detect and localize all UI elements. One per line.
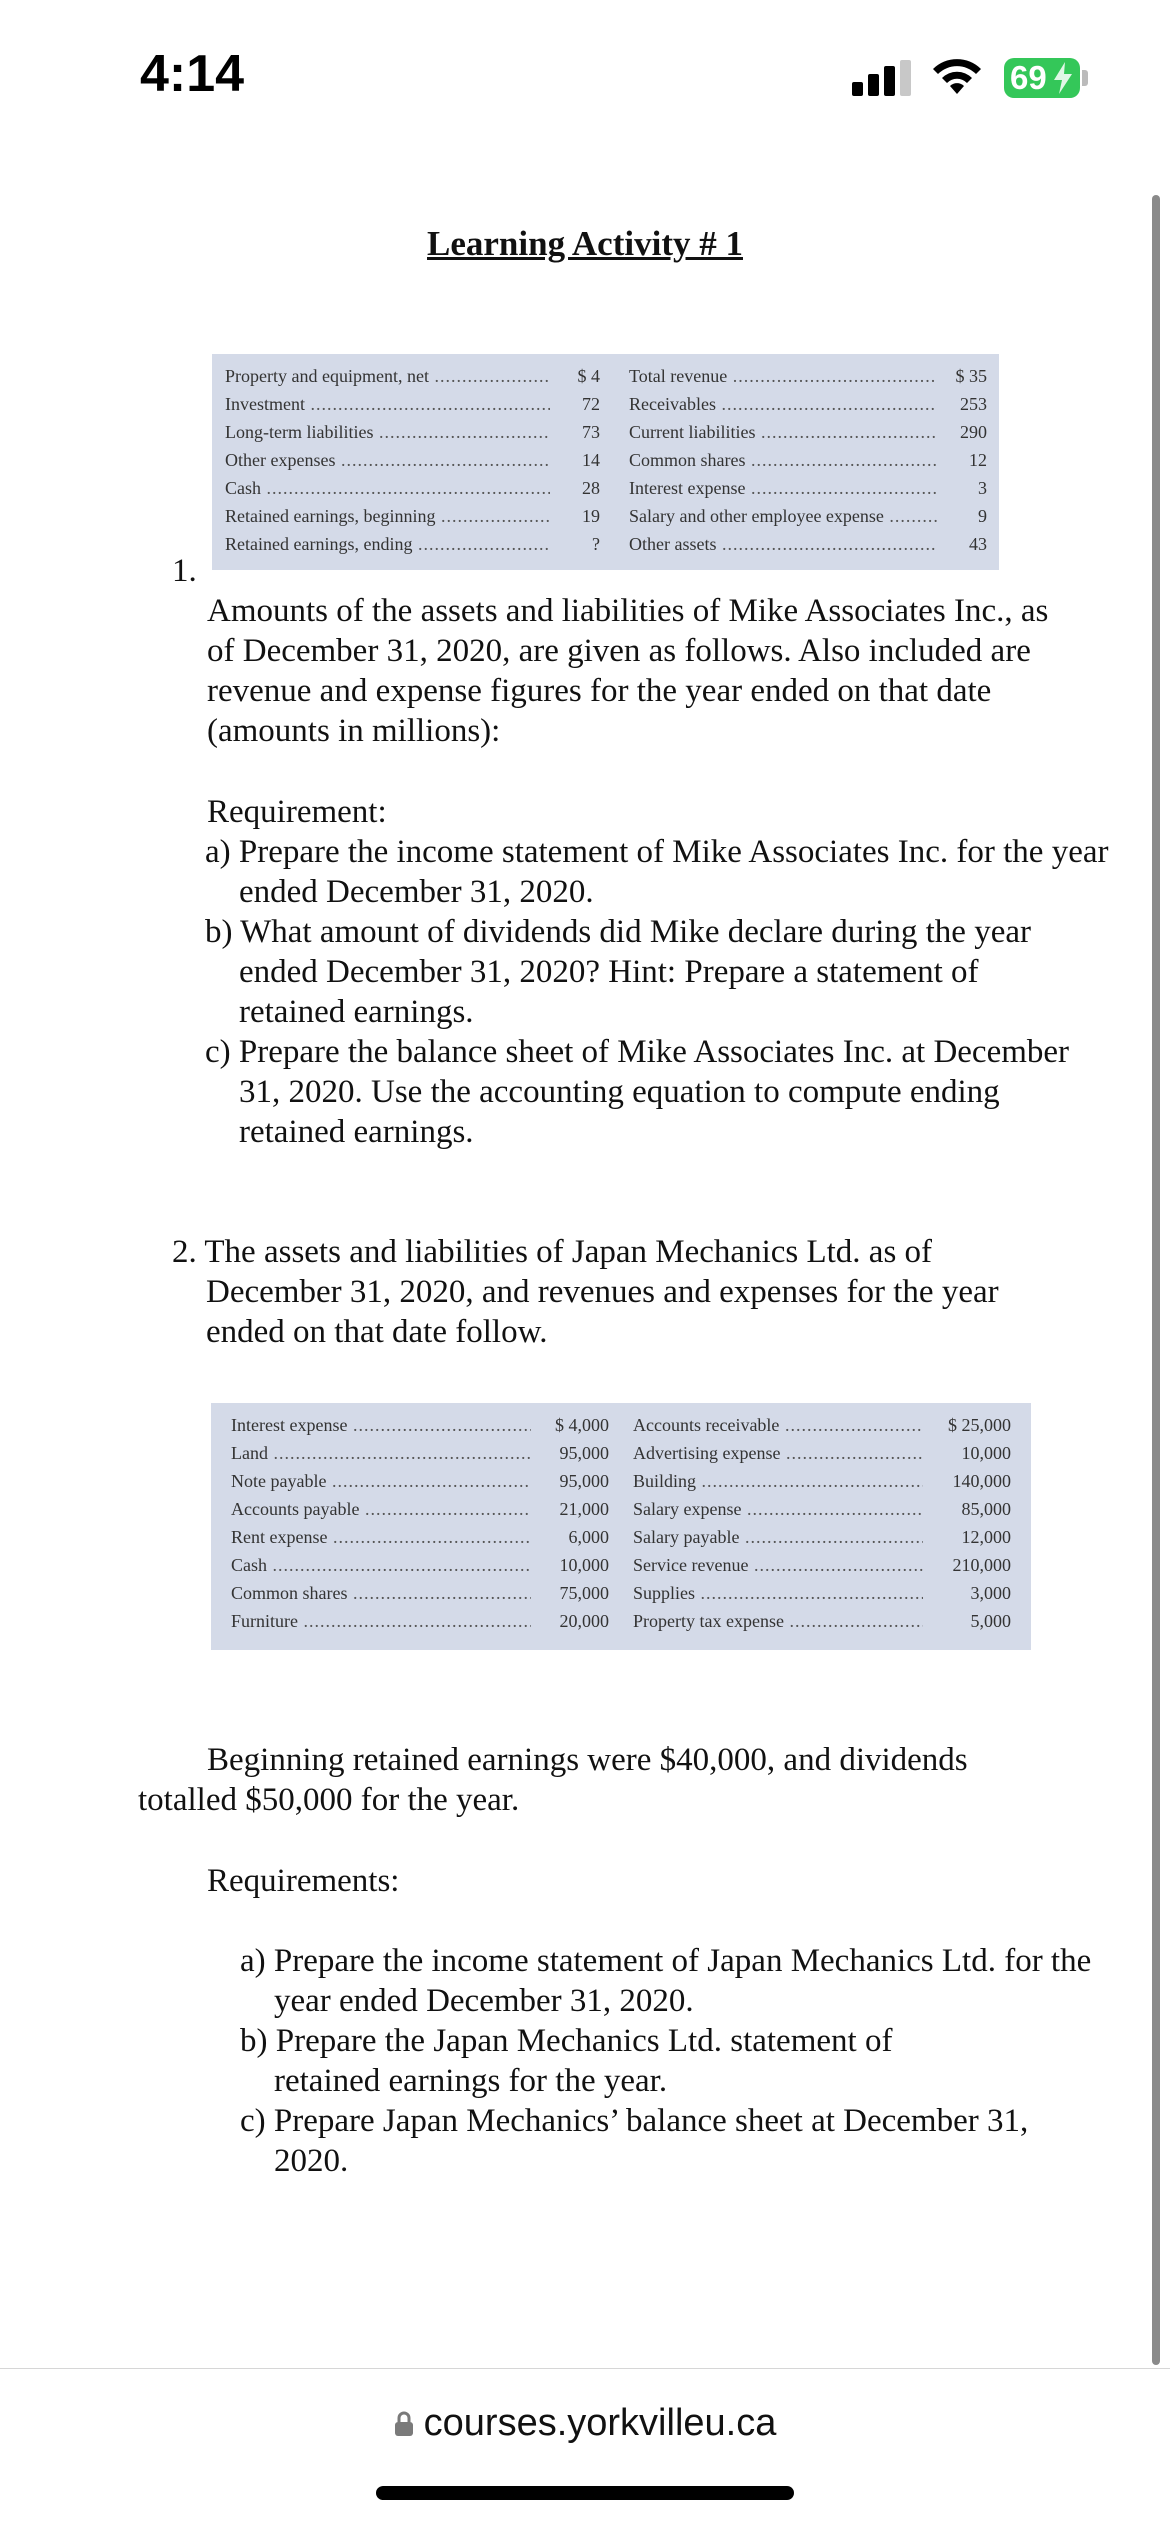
row-label: Total revenue .....: [629, 366, 937, 387]
home-indicator[interactable]: [376, 2486, 794, 2500]
row-label: Cash .....: [231, 1555, 531, 1576]
table-row: [633, 1415, 1011, 1443]
q2-data-table: [211, 1403, 1031, 1650]
address-bar[interactable]: [0, 2402, 1170, 2445]
cellular-signal-icon: [852, 60, 912, 96]
table-row: [225, 450, 600, 478]
row-amount: 85,000: [961, 1499, 1011, 1519]
table-row: [633, 1555, 1011, 1583]
row-amount: 95,000: [559, 1471, 609, 1491]
table-row: [231, 1527, 609, 1555]
row-amount: 72: [582, 394, 600, 414]
row-label: Retained earnings, ending .....: [225, 534, 550, 555]
row-label: Salary and other employee expense .....: [629, 506, 937, 527]
status-time: 4:14: [140, 45, 245, 103]
table-row: [225, 478, 600, 506]
row-amount: 210,000: [952, 1555, 1011, 1575]
row-label: Retained earnings, beginning .....: [225, 506, 550, 527]
row-amount: $ 35: [955, 366, 987, 386]
table-row: [225, 506, 600, 534]
row-amount: 140,000: [952, 1471, 1011, 1491]
scrollbar[interactable]: [1152, 195, 1160, 2365]
q1-number: 1.: [172, 553, 197, 589]
row-label: Rent expense .....: [231, 1527, 531, 1548]
row-amount: 75,000: [559, 1583, 609, 1603]
row-label: Accounts receivable .....: [633, 1415, 923, 1436]
q2-intro: 2. The assets and liabilities of Japan Mechanics Ltd. as of December 31, 2020, and revenues and expenses for the year ended on that date follow.: [172, 1234, 999, 1350]
row-amount: 14: [582, 450, 600, 470]
row-amount: 21,000: [559, 1499, 609, 1519]
table-row: [629, 422, 987, 450]
row-amount: 3,000: [970, 1583, 1011, 1603]
q1-requirement-c: c) Prepare the balance sheet of Mike Associates Inc. at December 31, 2020. Use the accounting equation to compute ending retained earnings.: [205, 1034, 1070, 1150]
row-label: Receivables .....: [629, 394, 937, 415]
row-label: Long-term liabilities .....: [225, 422, 550, 443]
row-label: Note payable .....: [231, 1471, 531, 1492]
row-label: Supplies .....: [633, 1583, 923, 1604]
row-amount: 6,000: [568, 1527, 609, 1547]
table-row: [633, 1611, 1011, 1639]
row-label: Property and equipment, net .....: [225, 366, 550, 387]
row-amount: 28: [582, 478, 600, 498]
row-label: Furniture .....: [231, 1611, 531, 1632]
q2-table-right-column: [633, 1415, 1011, 1639]
row-label: Salary payable .....: [633, 1527, 923, 1548]
table-row: [231, 1611, 609, 1639]
q1-table-left-column: [225, 366, 600, 562]
row-amount: $ 4,000: [555, 1415, 609, 1435]
row-amount: 73: [582, 422, 600, 442]
row-amount: 10,000: [961, 1443, 1011, 1463]
table-row: [629, 450, 987, 478]
row-label: Service revenue .....: [633, 1555, 923, 1576]
lock-icon: [394, 2411, 414, 2437]
table-row: [633, 1471, 1011, 1499]
table-row: [225, 366, 600, 394]
row-label: Common shares .....: [231, 1583, 531, 1604]
table-row: [225, 394, 600, 422]
row-amount: $ 25,000: [948, 1415, 1011, 1435]
table-row: [629, 478, 987, 506]
q1-table-right-column: [629, 366, 987, 562]
table-row: [633, 1527, 1011, 1555]
row-label: Interest expense .....: [231, 1415, 531, 1436]
q1-requirement-heading: Requirement:: [207, 794, 387, 830]
q2-requirement-c: c) Prepare Japan Mechanics’ balance sheet at December 31, 2020.: [240, 2103, 1029, 2179]
row-amount: 43: [969, 534, 987, 554]
table-row: [629, 394, 987, 422]
q2-retained-earnings-text: Beginning retained earnings were $40,000, and dividends totalled $50,000 for the year.: [138, 1742, 968, 1818]
row-label: Accounts payable .....: [231, 1499, 531, 1520]
row-label: Cash .....: [225, 478, 550, 499]
page-title: Learning Activity # 1: [427, 224, 743, 263]
charging-bolt-icon: [1052, 62, 1074, 94]
row-label: Investment .....: [225, 394, 550, 415]
q1-requirement-a: a) Prepare the income statement of Mike Associates Inc. for the year ended December 31, 2020.: [205, 834, 1109, 910]
table-row: [629, 506, 987, 534]
table-row: [225, 422, 600, 450]
q1-requirement-b: b) What amount of dividends did Mike declare during the year ended December 31, 2020? Hint: Prepare a statement of retained earnings.: [205, 914, 1031, 1030]
row-label: Current liabilities .....: [629, 422, 937, 443]
row-amount: 12,000: [961, 1527, 1011, 1547]
q2-requirement-b: b) Prepare the Japan Mechanics Ltd. statement of retained earnings for the year.: [240, 2023, 893, 2099]
table-row: [633, 1583, 1011, 1611]
row-amount: 5,000: [970, 1611, 1011, 1631]
table-row: [225, 534, 600, 562]
q2-table-left-column: [231, 1415, 609, 1639]
table-row: [633, 1443, 1011, 1471]
row-amount: 3: [978, 478, 987, 498]
q2-requirements-heading: Requirements:: [207, 1863, 400, 1899]
row-label: Other expenses .....: [225, 450, 550, 471]
row-label: Common shares .....: [629, 450, 937, 471]
wifi-icon: [930, 56, 984, 96]
table-row: [231, 1471, 609, 1499]
row-amount: 290: [960, 422, 987, 442]
table-row: [231, 1443, 609, 1471]
table-row: [629, 534, 987, 562]
row-amount: 19: [582, 506, 600, 526]
row-label: Land .....: [231, 1443, 531, 1464]
table-row: [629, 366, 987, 394]
row-label: Other assets .....: [629, 534, 937, 555]
row-amount: 9: [978, 506, 987, 526]
table-row: [231, 1555, 609, 1583]
row-amount: $ 4: [577, 366, 600, 386]
bottom-bar-divider: [0, 2368, 1170, 2369]
table-row: [231, 1499, 609, 1527]
row-label: Interest expense .....: [629, 478, 937, 499]
battery-cap: [1082, 70, 1088, 86]
row-amount: ?: [592, 534, 600, 554]
url-text: courses.yorkvilleu.ca: [423, 2402, 777, 2444]
row-label: Advertising expense .....: [633, 1443, 923, 1464]
row-amount: 95,000: [559, 1443, 609, 1463]
table-row: [633, 1499, 1011, 1527]
row-label: Salary expense .....: [633, 1499, 923, 1520]
table-row: [231, 1415, 609, 1443]
q2-retained-earnings-note: [138, 1740, 1038, 1820]
battery-level: 69: [1010, 59, 1047, 96]
row-amount: 20,000: [559, 1611, 609, 1631]
q2-requirement-a: a) Prepare the income statement of Japan Mechanics Ltd. for the year ended December 31, 2020.: [240, 1943, 1092, 2019]
q1-intro: Amounts of the assets and liabilities of Mike Associates Inc., as of December 31, 2020, are given as follows. Also included are revenue and expense figures for the year ended on that date (amounts in millions):: [207, 593, 1049, 749]
row-amount: 253: [960, 394, 987, 414]
table-row: [231, 1583, 609, 1611]
q1-data-table: [212, 354, 999, 570]
row-label: Property tax expense .....: [633, 1611, 923, 1632]
row-amount: 12: [969, 450, 987, 470]
row-label: Building .....: [633, 1471, 923, 1492]
row-amount: 10,000: [559, 1555, 609, 1575]
